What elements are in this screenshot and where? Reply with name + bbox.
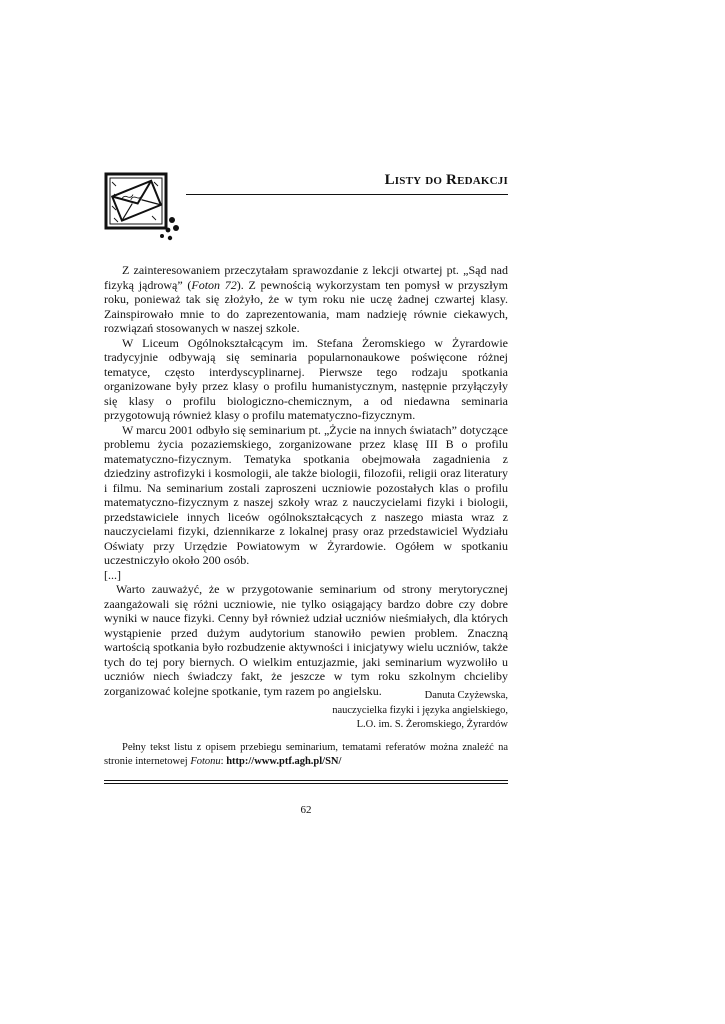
author-name: Danuta Czyżewska, <box>424 690 508 701</box>
paragraph-1: Z zainteresowaniem przeczytałam sprawozdanie z lekcji otwartej pt. „Sąd nad fizyką jądrową” (Foton 72). Z pewnością wykorzystam ten pomysł w przyszłym roku, ponieważ tak się złożyło, że w tym roku nie uczę żadnej czwartej klasy. Zainspirowało mnie to do zaprezentowania, mam nadzieję równie ciekawych, rozwiązań stosowanych w naszej szkole. <box>104 263 508 335</box>
website-link[interactable]: http://www.ptf.agh.pl/SN/ <box>226 756 342 767</box>
footer-rule <box>104 780 508 781</box>
footnote: Pełny tekst listu z opisem przebiegu seminarium, tematami referatów można znaleźć na stronie internetowej Fotonu: http://www.ptf.agh.pl/SN/ <box>104 742 508 767</box>
page-number: 62 <box>300 804 312 816</box>
paragraph-3: W marcu 2001 odbyło się seminarium pt. „Życie na innych światach” dotyczące problemu życia pozaziemskiego, zorganizowane przez klasę III B o profilu matematyczno-fizycznym. Tematyka spotkania obejmowała zagadnienia z dziedziny astrofizyki i kosmologii, ale także biologii, filozofii, religii oraz literatury i filmu. Na seminarium zostali zaproszeni uczniowie pozostałych klas o profilu matematyczno-fizycznym z naszej szkoły wraz z nauczycielami fizyki i biologii, przedstawiciele innych liceów ogólnokształcących z naszego miasta wraz z nauczycielami fizyki, dziennikarze z lokalnej prasy oraz przedstawiciel Wydziału Oświaty przy Urzędzie Powiatowym w Żyrardowie. Ogółem w spotkaniu uczestniczyło około 200 osób. <box>104 422 508 567</box>
signature <box>250 689 508 733</box>
author-school: L.O. im. S. Żeromskiego, Żyrardów <box>356 719 508 730</box>
ellipsis: [...] <box>104 567 121 582</box>
letter-body <box>104 263 508 698</box>
paragraph-2: W Liceum Ogólnokształcącym im. Stefana Żeromskiego w Żyrardowie tradycyjnie odbywają się seminaria popularnonaukowe poświęcone różnej tematyce, często interdyscyplinarnej. Pierwsze tego rodzaju spotkania organizowane były przez klasy o profilu humanistycznym, następnie przyłączyły się klasy o profilu biologiczno-chemicznym, a od niedawna seminaria przygotowują również klasy o profilu matematyczno-fizycznym. <box>104 335 508 422</box>
envelope-icon <box>104 172 184 242</box>
footer-rule <box>104 783 508 784</box>
paragraph-4: Warto zauważyć, że w przygotowanie seminarium od strony merytorycznej zaangażowali się różni uczniowie, nie tylko osiągający bardzo dobre czy dobre wyniki w nauce fizyki. Cenny był również udział uczniów nieśmiałych, dla których wystąpienie przed dużym audytorium stanowiło pewien problem. Znaczną wartością spotkania było rozbudzenie aktywności i inicjatywy wielu uczniów, także tych do tej pory biernych. O wielkim entuzjazmie, jaki seminarium wyzwoliło u uczniów niech świadczy fakt, że jeszcze w tym roku szkolnym chcieliby zorganizować kolejne spotkanie, tym razem po angielsku. <box>104 582 508 698</box>
header-rule <box>186 194 508 195</box>
author-role: nauczycielka fizyki i języka angielskiego, <box>332 704 508 716</box>
section-title: Listy do Redakcji <box>384 172 508 188</box>
